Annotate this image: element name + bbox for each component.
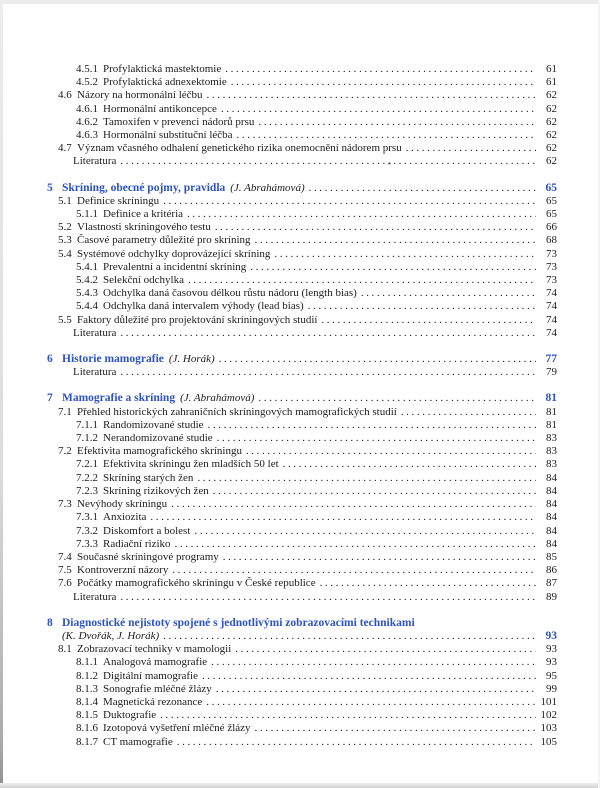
toc-entry-page: 77 [545,353,557,366]
toc-entry [0,221,600,234]
toc-entry [0,722,600,735]
toc-entry-title: Faktory důležité pro projektování skríningových studií [77,313,318,326]
toc-entry-page: 68 [546,234,557,247]
toc-entry-number: 7.3.2 [76,524,98,537]
toc-entry [0,458,600,471]
toc-entry-page: 85 [546,550,557,563]
toc-entry-title: Hormonální antikoncepce [103,102,217,115]
toc-entry [0,89,600,102]
toc-entry-page: 101 [540,695,557,708]
toc-entry [0,736,600,749]
scan-edge-top [0,0,600,4]
toc-entry-title: Literatura [73,366,117,379]
toc-entry-page: 65 [546,194,557,207]
toc-entry-page: 61 [546,63,557,75]
toc-entry-title: Názory na hormonální léčbu [77,89,203,102]
toc-entry-number: 8.1.1 [76,656,98,669]
toc-entry-page: 84 [546,484,557,497]
dot-leader [406,142,536,155]
dot-leader [401,406,536,419]
toc-chapter-entry [0,617,600,630]
toc-entry-title: Definice a kritéria [103,208,184,221]
toc-entry-number: 7.2.2 [76,471,98,484]
toc-entry [0,683,600,696]
toc-entry-page: 89 [546,590,557,603]
dot-leader [231,76,536,89]
toc-entry [0,155,600,168]
toc-entry-title: Hormonální substituční léčba [103,129,233,142]
toc-entry-title: Literatura [73,590,117,603]
toc-entry-title: Definice skríningu [77,194,160,207]
toc-entry-number: 7.1.2 [76,432,98,445]
dot-leader [194,525,536,538]
toc-entry-page: 62 [546,102,557,115]
toc-entry [0,472,600,485]
toc-entry [0,670,600,683]
dot-leader [217,432,536,445]
toc-entry [0,261,600,274]
toc-chapter-author: (J. Horák) [168,353,215,366]
dot-leader [223,551,536,564]
toc-entry [0,564,600,577]
toc-entry [0,142,600,155]
toc-entry [0,498,600,511]
toc-entry-title: Časové parametry důležité pro skríning [77,234,251,247]
dot-leader [163,195,536,208]
dot-leader [120,591,536,604]
dot-leader [235,643,536,656]
toc-entry-page: 62 [546,115,557,128]
dot-leader [171,498,536,511]
toc-entry [0,274,600,287]
toc-entry-page: 93 [546,656,557,669]
dot-leader [172,564,536,577]
toc-entry [0,577,600,590]
toc-entry-title: Radiační riziko [103,537,171,550]
dot-leader [258,116,536,129]
toc-entry-number: 4.6.3 [76,129,98,142]
toc-entry-title: Diskomfort a bolest [103,524,191,537]
toc-entry-page: 93 [546,643,557,656]
toc-chapter-number: 6 [47,353,53,366]
dot-leader [255,234,536,247]
dot-leader [207,89,536,102]
dot-leader [215,221,536,234]
toc-chapter-title: Skríning, obecné pojmy, pravidla [62,181,226,194]
toc-entry-page: 74 [546,300,557,313]
toc-entry-number: 7.2 [58,445,72,458]
toc-entry-number: 8.1.4 [76,695,98,708]
toc-entry-number: 8.1.3 [76,682,98,695]
toc-entry [0,485,600,498]
toc-chapter-authors-line [0,630,600,643]
toc-entry [0,525,600,538]
dot-leader [120,366,536,379]
toc-entry-page: 73 [546,274,557,287]
toc-entry-number: 5.3 [58,234,72,247]
toc-entry-title: Profylaktická mastektomie [103,63,222,75]
toc-entry [0,419,600,432]
toc-entry-page: 74 [546,313,557,326]
dot-leader [188,274,536,287]
toc-entry-number: 7.1 [58,405,72,418]
toc-entry-number: 4.5.1 [76,63,98,75]
toc-entry-number: 7.5 [58,564,72,577]
toc-list [0,63,600,749]
dot-leader [255,722,536,735]
toc-entry-page: 84 [546,511,557,524]
toc-entry-page: 84 [546,537,557,550]
toc-chapter-entry [0,182,600,195]
toc-entry-number: 7.3.1 [76,511,98,524]
dot-leader [237,129,536,142]
toc-entry [0,709,600,722]
toc-entry-page: 105 [540,735,557,748]
toc-entry-number: 8.1.5 [76,709,98,722]
toc-chapter-author: (J. Abrahámová) [230,181,305,194]
toc-entry-title: Současné skríningové programy [77,550,219,563]
dot-leader [160,709,536,722]
toc-entry-number: 5.1 [58,194,72,207]
toc-entry-number: 8.1.6 [76,722,98,735]
toc-entry-page: 61 [546,76,557,89]
toc-entry-page: 81 [546,405,557,418]
toc-entry [0,248,600,261]
toc-entry [0,103,600,116]
toc-entry-page: 73 [546,260,557,273]
toc-entry-number: 7.2.3 [76,484,98,497]
scan-edge-bottom [0,783,600,788]
toc-entry [0,63,600,76]
toc-entry [0,406,600,419]
toc-entry-number: 4.7 [58,142,72,155]
toc-entry-title: Přehled historických zahraničních skríningových mamografických studií [77,405,397,418]
dot-leader [206,696,536,709]
toc-entry-title: Systémové odchylky doprovázející skríning [77,247,271,260]
toc-entry-title: Izotopová vyšetření mléčné žlázy [103,722,251,735]
dot-leader [246,445,536,458]
toc-entry-title: Efektivita skríningu žen mladších 50 let [103,458,279,471]
toc-entry [0,696,600,709]
toc-chapter-number: 5 [47,181,53,194]
toc-entry-page: 102 [540,709,557,722]
toc-entry-page: 65 [546,208,557,221]
toc-entry-page: 84 [546,498,557,511]
toc-entry-title: Randomizované studie [103,418,204,431]
dot-leader [216,683,536,696]
toc-entry [0,445,600,458]
toc-entry-title: Digitální mamografie [103,669,198,682]
toc-entry-number: 5.4 [58,247,72,260]
toc-entry-title: Literatura [73,155,117,168]
toc-entry [0,432,600,445]
toc-entry-title: Selekční odchylka [103,274,184,287]
dot-leader [258,392,536,405]
toc-entry-number: 7.1.1 [76,418,98,431]
dot-leader [197,472,536,485]
toc-entry-page: 87 [546,577,557,590]
toc-entry-title: Odchylka daná časovou délkou růstu nádoru (length bias) [103,287,357,300]
dot-leader [120,155,536,168]
toc-entry-title: Efektivita mamografického skríningu [77,445,242,458]
toc-chapter-entry [0,353,600,366]
toc-chapter-number: 8 [47,616,53,629]
toc-entry-page: 83 [546,432,557,445]
toc-entry [0,76,600,89]
toc-entry-page: 62 [546,155,557,168]
toc-entry-number: 4.6 [58,89,72,102]
toc-entry-title: Kontroverzní názory [77,564,169,577]
toc-entry [0,327,600,340]
toc-entry-page: 84 [546,471,557,484]
dot-leader [163,630,536,643]
toc-entry-page: 74 [546,326,557,339]
toc-entry-number: 5.4.1 [76,260,98,273]
toc-entry-number: 5.2 [58,221,72,234]
toc-entry-title: Význam včasného odhalení genetického rizika onemocnění nádorem prsu [77,142,402,155]
toc-entry-title: Nerandomizované studie [103,432,213,445]
toc-entry-title: Literatura [73,326,117,339]
toc-entry-title: Analogová mamografie [103,656,208,669]
toc-entry-page: 65 [545,181,557,194]
toc-entry-title: Odchylka daná intervalem výhody (lead bias) [103,300,304,313]
toc-entry-title: Nevýhody skríningu [77,498,168,511]
toc-entry-page: 73 [546,247,557,260]
dot-leader [274,248,536,261]
toc-entry-number: 5.1.1 [76,208,98,221]
toc-entry-title: Počátky mamografického skríningu v České republice [77,577,316,590]
toc-entry [0,129,600,142]
toc-entry-title: Anxiozita [103,511,147,524]
dot-leader [308,300,536,313]
toc-entry-title: Duktografie [103,709,157,722]
dot-leader [211,656,536,669]
toc-entry-title: Zobrazovací techniky v mamologii [77,643,232,656]
toc-entry [0,287,600,300]
toc-entry-page: 95 [546,669,557,682]
toc-chapter-title: Mamografie a skríning [62,392,176,405]
toc-chapter-author: (K. Dvořák, J. Horák) [62,629,160,642]
toc-chapter-entry [0,392,600,405]
toc-entry-number: 7.2.1 [76,458,98,471]
dot-leader [213,485,536,498]
dot-leader [187,208,536,221]
toc-entry-number: 7.3.3 [76,537,98,550]
toc-entry-title: Skríning starých žen [103,471,194,484]
toc-entry-page: 93 [545,629,557,642]
toc-entry-page: 62 [546,89,557,102]
toc-entry [0,551,600,564]
toc-entry [0,591,600,604]
toc-entry-title: Prevalentní a incidentní skríning [103,260,247,273]
toc-entry-title: Magnetická rezonance [103,695,203,708]
toc-entry-page: 66 [546,221,557,234]
dot-leader [208,419,536,432]
toc-entry-number: 5.5 [58,313,72,326]
toc-chapter-title: Diagnostické nejistoty spojené s jednotlivými zobrazovacími technikami [62,616,415,629]
toc-entry-page: 81 [545,392,557,405]
toc-entry-number: 7.4 [58,550,72,563]
toc-chapter-number: 7 [47,392,53,405]
toc-entry [0,195,600,208]
toc-entry [0,234,600,247]
dot-leader [225,63,536,76]
toc-entry [0,208,600,221]
dot-leader [221,103,536,116]
toc-entry-number: 5.4.2 [76,274,98,287]
toc-entry-title: Vlastnosti skríningového testu [77,221,211,234]
dot-leader [177,736,536,749]
dot-leader [321,314,536,327]
toc-entry-page: 86 [546,564,557,577]
toc-entry-number: 8.1.7 [76,735,98,748]
toc-entry-number: 7.3 [58,498,72,511]
toc-entry-title: Skríning rizikových žen [103,484,209,497]
toc-entry-title: Profylaktická adnexektomie [103,76,227,89]
toc-entry-page: 83 [546,445,557,458]
dot-leader [150,511,536,524]
dot-leader [320,577,536,590]
toc-entry [0,314,600,327]
toc-entry [0,116,600,129]
toc-chapter-title: Historie mamografie [62,353,164,366]
toc-entry-number: 8.1 [58,643,72,656]
toc-entry-page: 81 [546,418,557,431]
toc-entry-page: 84 [546,524,557,537]
dot-leader [175,538,536,551]
toc-entry-number: 4.6.2 [76,115,98,128]
toc-entry [0,538,600,551]
dot-leader [120,327,536,340]
dot-leader [250,261,536,274]
dot-leader [219,353,536,366]
toc-entry-number: 5.4.4 [76,300,98,313]
toc-entry-number: 7.6 [58,577,72,590]
toc-entry-page: 83 [546,458,557,471]
toc-entry-number: 4.6.1 [76,102,98,115]
toc-entry [0,643,600,656]
toc-entry-number: 8.1.2 [76,669,98,682]
toc-entry-number: 4.5.2 [76,76,98,89]
dot-leader [309,182,536,195]
toc-entry-page: 79 [546,366,557,379]
toc-entry-title: Sonografie mléčné žlázy [103,682,212,695]
toc-entry [0,511,600,524]
dot-leader [202,670,536,683]
toc-chapter-author: (J. Abrahámová) [180,392,255,405]
toc-entry-page: 103 [540,722,557,735]
toc-entry-number: 5.4.3 [76,287,98,300]
dot-leader [361,287,536,300]
toc-entry-page: 99 [546,682,557,695]
dot-leader [283,458,536,471]
toc-entry-page: 62 [546,129,557,142]
toc-entry [0,300,600,313]
toc-entry-page: 62 [546,142,557,155]
toc-entry-title: CT mamografie [103,735,173,748]
toc-entry-page: 74 [546,287,557,300]
toc-entry-title: Tamoxifen v prevenci nádorů prsu [103,115,255,128]
toc-entry [0,656,600,669]
toc-entry [0,366,600,379]
